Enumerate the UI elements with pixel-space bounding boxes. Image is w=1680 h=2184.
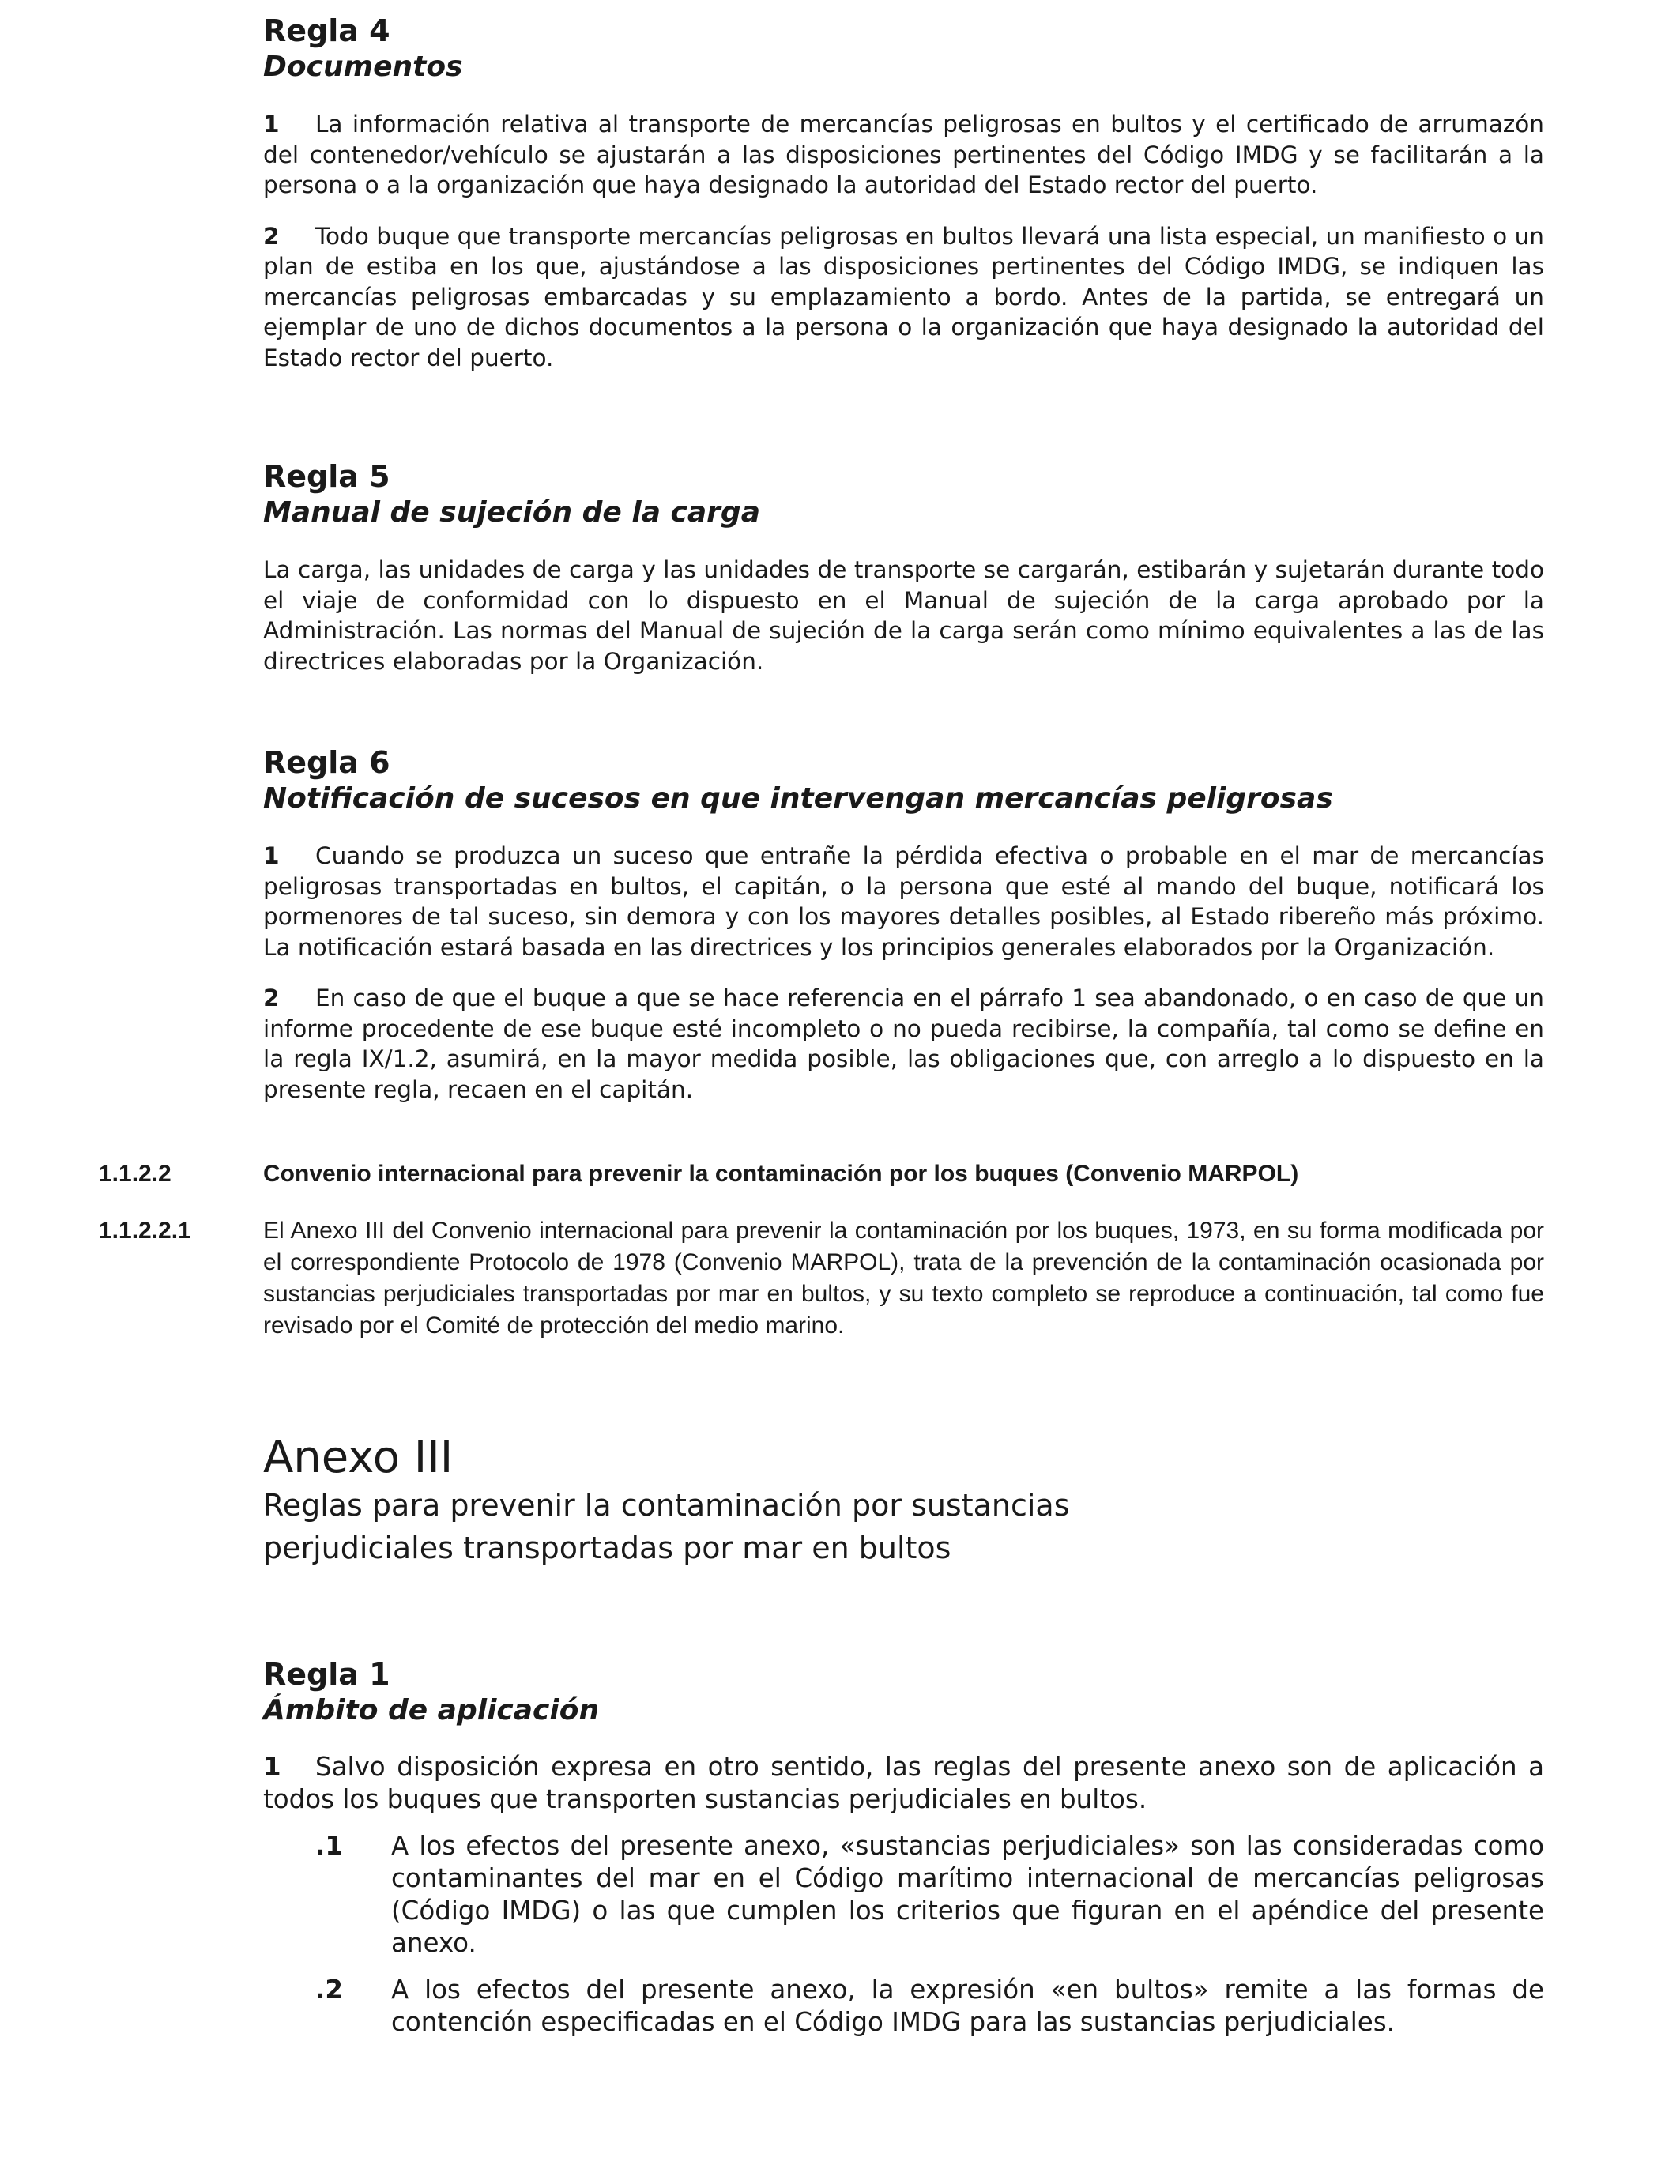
regla-1-subtitle: Ámbito de aplicación <box>263 1694 600 1726</box>
paragraph-text: La información relativa al transporte de mercancías peligrosas en bultos y el certificado de arrumazón del contenedor/vehículo se ajustarán a las disposiciones pertinentes del Código IMDG y se facilitarán a la persona o a la organización que haya designado la autoridad del Estado rector del puerto. <box>263 111 1544 198</box>
anexo-title: Anexo III <box>263 1432 454 1483</box>
paragraph-text: Todo buque que transporte mercancías peligrosas en bultos llevará una lista especial, un manifiesto o un plan de estiba en los que, ajustándose a las disposiciones pertinentes del Código IMDG, se indiquen las mercancías peligrosas embarcadas y su emplazamiento a bordo. Antes de la partida, se entregará un ejemplar de uno de dichos documentos a la persona o la organización que haya designado la autoridad del Estado rector del puerto. <box>263 222 1544 371</box>
regla-4-title: Regla 4 <box>263 13 390 48</box>
anexo-3-header <box>263 1432 1544 1569</box>
section-1-1-2-2-1 <box>99 1215 1544 1342</box>
regla-6-section <box>263 744 1544 1125</box>
regla-5-subtitle: Manual de sujeción de la carga <box>263 496 760 529</box>
paragraph-number: 2 <box>263 985 280 1011</box>
regla-1-paragraph-1 <box>263 1751 1544 1816</box>
regla-4-subtitle: Documentos <box>263 51 463 83</box>
regla-1-subitem-1 <box>263 1830 1544 1960</box>
paragraph-number: 1 <box>263 842 280 869</box>
regla-5-section <box>263 458 1544 697</box>
paragraph-text: Salvo disposición expresa en otro sentido, las reglas del presente anexo son de aplicación a todos los buques que transporten sustancias perjudiciales en bultos. <box>263 1752 1544 1814</box>
regla-6-title: Regla 6 <box>263 745 390 780</box>
regla-1-title: Regla 1 <box>263 1657 390 1692</box>
subitem-number: .2 <box>315 1975 343 2005</box>
regla-5-title: Regla 5 <box>263 459 390 494</box>
subitem-text: A los efectos del presente anexo, la expresión «en bultos» remite a las formas de contención especificadas en el Código IMDG para las sustancias perjudiciales. <box>391 1975 1544 2037</box>
regla-1-subitem-2 <box>263 1974 1544 2039</box>
section-number: 1.1.2.2 <box>99 1161 171 1187</box>
regla-6-subtitle: Notificación de sucesos en que intervengan mercancías peligrosas <box>263 782 1333 815</box>
regla-4-paragraph-2 <box>263 221 1544 374</box>
regla-4-paragraph-1 <box>263 109 1544 201</box>
section-1-1-2-2 <box>99 1158 1544 1190</box>
anexo-subtitle-line-1: Reglas para prevenir la contaminación por sustancias <box>263 1488 1070 1523</box>
regla-6-paragraph-1 <box>263 841 1544 962</box>
regla-4-section <box>263 13 1544 393</box>
regla-5-paragraph-1: La carga, las unidades de carga y las unidades de transporte se cargarán, estibarán y sujetarán durante todo el viaje de conformidad con lo dispuesto en el Manual de sujeción de la carga aprobado por la Administración. Las normas del Manual de sujeción de la carga serán como mínimo equivalentes a las de las directrices elaboradas por la Organización. <box>263 556 1544 675</box>
section-text: El Anexo III del Convenio internacional para prevenir la contaminación por los buques, 1973, en su forma modificada por el correspondiente Protocolo de 1978 (Convenio MARPOL), trata de la prevención de la contaminación ocasionada por sustancias perjudiciales transportadas por mar en bultos, y su texto completo se reproduce a continuación, tal como fue revisado por el Comité de protección del medio marino. <box>263 1218 1544 1339</box>
section-number: 1.1.2.2.1 <box>99 1218 191 1244</box>
paragraph-number: 1 <box>263 1752 281 1782</box>
paragraph-number: 1 <box>263 111 280 137</box>
regla-6-paragraph-2 <box>263 983 1544 1105</box>
paragraph-text: En caso de que el buque a que se hace referencia en el párrafo 1 sea abandonado, o en caso de que un informe procedente de ese buque esté incompleto o no pueda recibirse, la compañía, tal como se define en la regla IX/1.2, asumirá, en la mayor medida posible, las obligaciones que, con arreglo a lo dispuesto en la presente regla, recaen en el capitán. <box>263 985 1544 1103</box>
paragraph-text: Cuando se produzca un suceso que entrañe la pérdida efectiva o probable en el mar de mercancías peligrosas transportadas en bultos, el capitán, o la persona que esté al mando del buque, notificará los pormenores de tal suceso, sin demora y con los mayores detalles posibles, al Estado ribereño más próximo. La notificación estará basada en las directrices y los principios generales elaborados por la Organización. <box>263 842 1544 961</box>
subitem-number: .1 <box>315 1831 343 1861</box>
subitem-text: A los efectos del presente anexo, «sustancias perjudiciales» son las consideradas como contaminantes del mar en el Código marítimo internacional de mercancías peligrosas (Código IMDG) o las que cumplen los criterios que figuran en el apéndice del presente anexo. <box>391 1831 1544 1958</box>
section-title: Convenio internacional para prevenir la contaminación por los buques (Convenio MARPOL) <box>263 1161 1299 1187</box>
regla-1-section <box>263 1656 1544 2053</box>
paragraph-number: 2 <box>263 222 280 250</box>
anexo-subtitle-line-2: perjudiciales transportadas por mar en bultos <box>263 1531 951 1565</box>
